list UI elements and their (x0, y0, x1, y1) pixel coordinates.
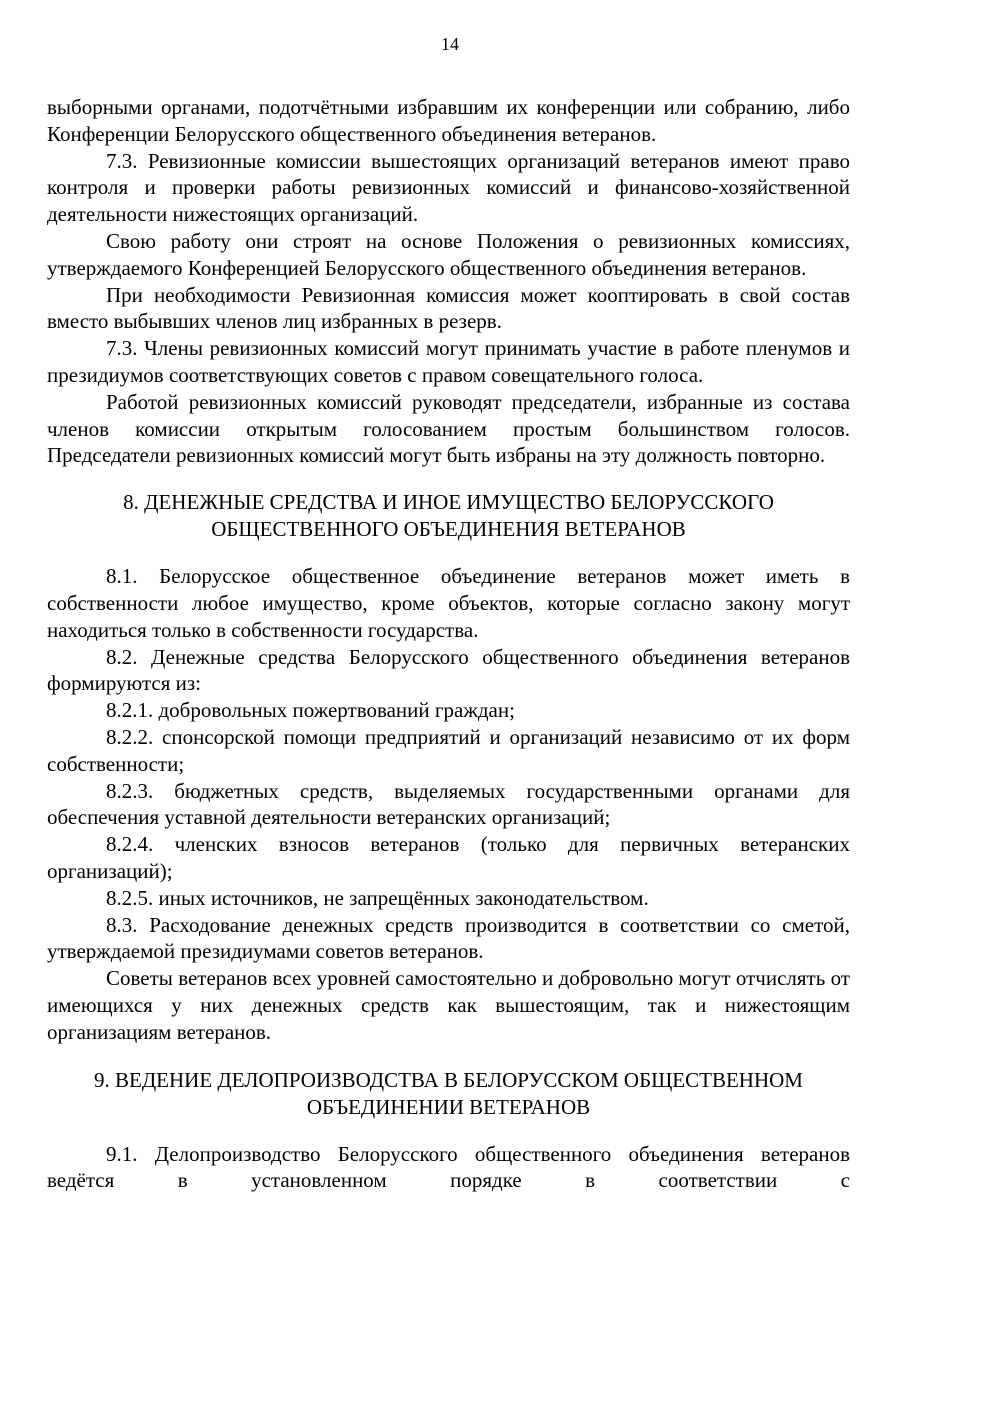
paragraph-8-3: 8.3. Расходование денежных средств производится в соответствии со сметой, утверждаемой президиумами советов ветеранов. (47, 912, 850, 964)
paragraph-chairmen: Работой ревизионных комиссий руководят председатели, избранные из состава членов комиссии открытым голосованием простым большинством голосов. Председатели ревизионных комиссий могут быть избраны на эту должность повторно. (47, 389, 850, 468)
paragraph-9-1: 9.1. Делопроизводство Белорусского общественного объединения ветеранов ведётся в установленном порядке в соответствии с (47, 1141, 850, 1193)
section-9-heading: 9. ВЕДЕНИЕ ДЕЛОПРОИЗВОДСТВА В БЕЛОРУССКОМ ОБЩЕСТВЕННОМ ОБЪЕДИНЕНИИ ВЕТЕРАНОВ (94, 1067, 803, 1119)
paragraph-cooptation: При необходимости Ревизионная комиссия может кооптировать в свой состав вместо выбывших членов лиц избранных в резерв. (47, 282, 850, 334)
paragraph-8-2-3: 8.2.3. бюджетных средств, выделяемых государственными органами для обеспечения уставной деятельности ветеранских организаций; (47, 778, 850, 830)
paragraph-7-continuation: выборными органами, подотчётными избравшим их конференции или собранию, либо Конференции Белорусского общественного объединения ветеранов. (47, 95, 850, 146)
paragraph-revision-regulation: Свою работу они строят на основе Положения о ревизионных комиссиях, утверждаемого Конференцией Белорусского общественного объединения ветеранов. (47, 228, 850, 280)
page-content (47, 94, 850, 1194)
paragraph-8-2-1: 8.2.1. добровольных пожертвований граждан; (106, 698, 515, 723)
paragraph-8-2-2: 8.2.2. спонсорской помощи предприятий и организаций независимо от их форм собственности; (47, 724, 850, 776)
paragraph-8-2-5: 8.2.5. иных источников, не запрещённых законодательством. (106, 885, 649, 910)
paragraph-8-2-4: 8.2.4. членских взносов ветеранов (только для первичных ветеранских организаций); (47, 832, 850, 883)
paragraph-7-3-members: 7.3. Члены ревизионных комиссий могут принимать участие в работе пленумов и президиумов соответствующих советов с правом совещательного голоса. (47, 336, 850, 387)
paragraph-councils-transfers: Советы ветеранов всех уровней самостоятельно и добровольно могут отчислять от имеющихся у них денежных средств как вышестоящим, так и нижестоящим организациям ветеранов. (47, 966, 850, 1044)
paragraph-8-2: 8.2. Денежные средства Белорусского общественного объединения ветеранов формируются из: (47, 644, 850, 696)
paragraph-7-3-revision-rights: 7.3. Ревизионные комиссии вышестоящих организаций ветеранов имеют право контроля и проверки работы ревизионных комиссий и финансово-хозяйственной деятельности нижестоящих организаций. (47, 148, 850, 227)
page-number: 14 (441, 34, 459, 54)
section-8-heading: 8. ДЕНЕЖНЫЕ СРЕДСТВА И ИНОЕ ИМУЩЕСТВО БЕЛОРУССКОГО ОБЩЕСТВЕННОГО ОБЪЕДИНЕНИЯ ВЕТЕРАНОВ (123, 490, 774, 542)
paragraph-8-1: 8.1. Белорусское общественное объединение ветеранов может иметь в собственности любое имущество, кроме объектов, которые согласно закону могут находиться только в собственности государства. (47, 564, 850, 642)
